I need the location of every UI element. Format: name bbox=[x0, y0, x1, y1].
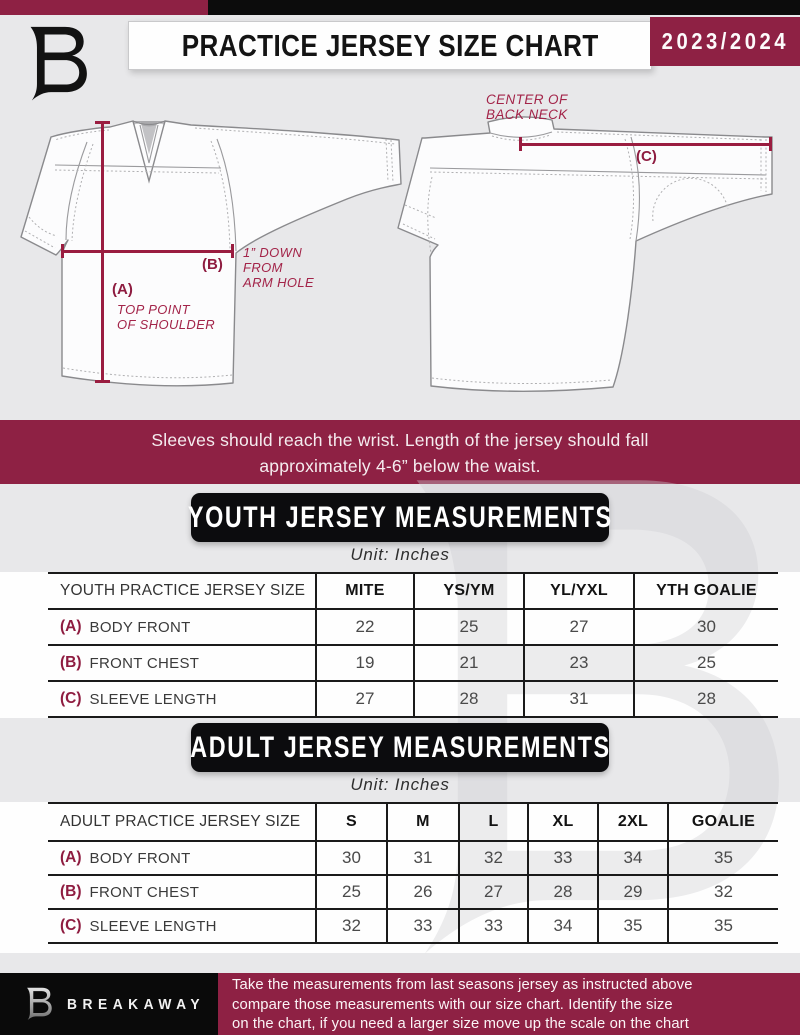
footer-note-line1: Take the measurements from last seasons jersey as instructed above bbox=[232, 977, 693, 993]
cell: 31 bbox=[386, 842, 458, 874]
front-jersey-diagram bbox=[5, 95, 405, 395]
row-label: FRONT CHEST bbox=[89, 654, 200, 672]
youth-col-header: YS/YM bbox=[413, 574, 523, 608]
top-accent-bar bbox=[0, 0, 208, 15]
adult-table-row-sleeve-length bbox=[48, 908, 778, 942]
measure-line-a-top-cap bbox=[95, 121, 110, 124]
row-label: BODY FRONT bbox=[89, 618, 191, 636]
youth-table-row-front-chest bbox=[48, 644, 778, 680]
cell: 35 bbox=[667, 910, 778, 942]
measure-line-c bbox=[520, 143, 771, 146]
breakaway-logo bbox=[28, 25, 92, 103]
footer-instructions bbox=[218, 973, 800, 1035]
cell: 21 bbox=[413, 646, 523, 680]
adult-col-header: L bbox=[458, 804, 527, 840]
footer-note-line3: on the chart, if you need a larger size move up the scale on the chart bbox=[232, 1016, 689, 1032]
adult-table-header-row bbox=[48, 804, 778, 840]
season-badge bbox=[650, 17, 800, 66]
label-a: (A) bbox=[112, 281, 133, 298]
fit-note-line2: approximately 4-6” below the waist. bbox=[259, 456, 541, 476]
caption-a: TOP POINT OF SHOULDER bbox=[117, 302, 216, 332]
cell: 33 bbox=[458, 910, 527, 942]
row-key: (A) bbox=[60, 849, 82, 866]
adult-unit-label: Unit: Inches bbox=[350, 775, 450, 794]
page-title bbox=[128, 21, 652, 70]
cell: 32 bbox=[667, 876, 778, 908]
adult-table-row-body-front bbox=[48, 840, 778, 874]
cell: 28 bbox=[527, 876, 597, 908]
cell: 34 bbox=[597, 842, 667, 874]
season-badge-text: 2023/2024 bbox=[661, 28, 789, 54]
breakaway-footer-logo bbox=[26, 987, 54, 1021]
footer-brand-block bbox=[0, 973, 218, 1035]
cell: 32 bbox=[458, 842, 527, 874]
row-key: (A) bbox=[60, 618, 82, 635]
adult-col-header: GOALIE bbox=[667, 804, 778, 840]
cell: 27 bbox=[458, 876, 527, 908]
cell: 35 bbox=[667, 842, 778, 874]
adult-size-table bbox=[48, 802, 778, 944]
youth-size-table bbox=[48, 572, 778, 718]
cell: 23 bbox=[523, 646, 633, 680]
adult-col-header: ADULT PRACTICE JERSEY SIZE bbox=[60, 813, 301, 830]
youth-unit-label: Unit: Inches bbox=[350, 545, 450, 564]
adult-col-header: XL bbox=[527, 804, 597, 840]
youth-section-heading: YOUTH JERSEY MEASUREMENTS bbox=[191, 493, 609, 542]
adult-section-heading: ADULT JERSEY MEASUREMENTS bbox=[191, 723, 609, 772]
row-key: (C) bbox=[60, 917, 82, 934]
youth-col-header: YL/YXL bbox=[523, 574, 633, 608]
youth-table-header-row bbox=[48, 574, 778, 608]
cell: 33 bbox=[527, 842, 597, 874]
row-key: (B) bbox=[60, 654, 82, 671]
measure-line-a-bottom-cap bbox=[95, 380, 110, 383]
cell: 27 bbox=[523, 610, 633, 644]
adult-col-header: M bbox=[386, 804, 458, 840]
cell: 31 bbox=[523, 682, 633, 716]
caption-b: 1” DOWN FROM ARM HOLE bbox=[243, 245, 315, 290]
row-label: SLEEVE LENGTH bbox=[89, 917, 217, 935]
cell: 22 bbox=[315, 610, 413, 644]
adult-col-header: 2XL bbox=[597, 804, 667, 840]
fit-note-banner bbox=[0, 427, 800, 479]
row-key: (C) bbox=[60, 690, 82, 707]
youth-col-header: MITE bbox=[315, 574, 413, 608]
cell: 29 bbox=[597, 876, 667, 908]
fit-note-line1: Sleeves should reach the wrist. Length of the jersey should fall bbox=[151, 430, 649, 450]
label-c: (C) bbox=[636, 148, 657, 165]
row-key: (B) bbox=[60, 883, 82, 900]
adult-table-row-front-chest bbox=[48, 874, 778, 908]
footer-note-line2: compare those measurements with our size chart. Identify the size bbox=[232, 996, 673, 1013]
cell: 35 bbox=[597, 910, 667, 942]
row-label: FRONT CHEST bbox=[89, 883, 200, 901]
measure-line-b-left-cap bbox=[61, 244, 64, 258]
measure-line-c-left-cap bbox=[519, 137, 522, 151]
page-title-text: PRACTICE JERSEY SIZE CHART bbox=[181, 27, 599, 63]
brand-name: BREAKAWAY bbox=[67, 995, 206, 1013]
youth-col-header: YOUTH PRACTICE JERSEY SIZE bbox=[60, 582, 306, 599]
row-label: SLEEVE LENGTH bbox=[89, 690, 217, 708]
cell: 33 bbox=[386, 910, 458, 942]
measure-line-b bbox=[62, 250, 233, 253]
measure-line-b-right-cap bbox=[231, 244, 234, 258]
youth-table-row-body-front bbox=[48, 608, 778, 644]
label-b: (B) bbox=[202, 256, 223, 273]
cell: 25 bbox=[315, 876, 386, 908]
top-black-bar bbox=[208, 0, 800, 15]
cell: 28 bbox=[633, 682, 778, 716]
youth-col-header: YTH GOALIE bbox=[633, 574, 778, 608]
cell: 19 bbox=[315, 646, 413, 680]
caption-back-neck: CENTER OF BACK NECK bbox=[486, 92, 568, 122]
cell: 25 bbox=[633, 646, 778, 680]
back-jersey-diagram bbox=[395, 85, 790, 395]
adult-col-header: S bbox=[315, 804, 386, 840]
cell: 32 bbox=[315, 910, 386, 942]
cell: 30 bbox=[633, 610, 778, 644]
cell: 30 bbox=[315, 842, 386, 874]
cell: 26 bbox=[386, 876, 458, 908]
measure-line-c-right-cap bbox=[769, 137, 772, 151]
cell: 34 bbox=[527, 910, 597, 942]
cell: 28 bbox=[413, 682, 523, 716]
cell: 27 bbox=[315, 682, 413, 716]
row-label: BODY FRONT bbox=[89, 849, 191, 867]
youth-table-row-sleeve-length bbox=[48, 680, 778, 716]
cell: 25 bbox=[413, 610, 523, 644]
